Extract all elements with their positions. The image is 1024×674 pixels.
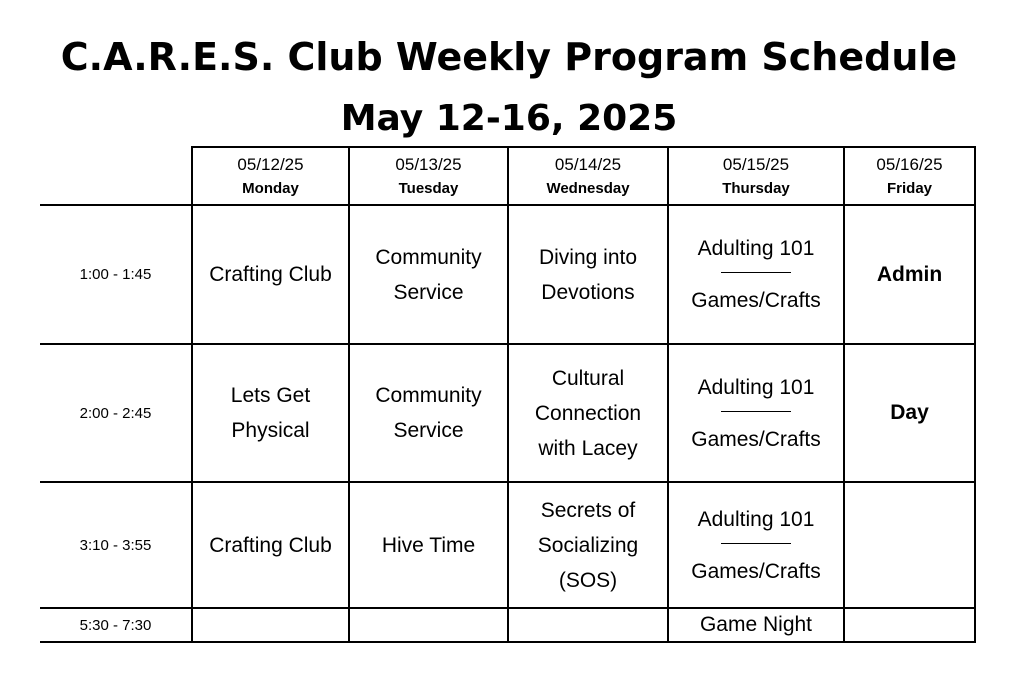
activity-cell — [668, 344, 844, 482]
activity-cell — [668, 608, 844, 642]
activity-cell — [349, 482, 508, 608]
activity-text: Diving into — [538, 245, 638, 269]
activity-text: Socializing — [537, 533, 639, 557]
table-row — [40, 482, 975, 608]
activity-text: Crafting Club — [209, 263, 332, 286]
header-cell-wednesday — [508, 147, 668, 205]
header-date: 05/12/25 — [237, 155, 304, 174]
header-day: Friday — [886, 180, 932, 197]
header-date: 05/15/25 — [722, 155, 790, 174]
time-slot: 1:00 - 1:45 — [40, 205, 192, 344]
activity-text: Crafting Club — [209, 533, 332, 557]
activity-text: Physical — [231, 419, 310, 442]
header-date: 05/13/25 — [395, 155, 462, 174]
divider-line — [721, 272, 791, 273]
header-day: Thursday — [722, 180, 790, 197]
activity-text: Adulting 101 — [697, 507, 815, 531]
activity-cell — [508, 482, 668, 608]
friday-cell — [844, 482, 975, 608]
header-day: Wednesday — [546, 180, 630, 197]
activity-text: (SOS) — [558, 568, 618, 592]
header-row — [40, 147, 975, 205]
time-slot: 5:30 - 7:30 — [40, 608, 192, 642]
activity-text: Service — [393, 280, 464, 304]
activity-cell — [349, 344, 508, 482]
schedule-table — [40, 146, 976, 643]
activity-cell — [508, 608, 668, 642]
header-date: 05/14/25 — [554, 155, 622, 174]
activity-text: Hive Time — [381, 533, 476, 557]
friday-cell: Admin — [844, 205, 975, 344]
activity-text: Adulting 101 — [697, 375, 815, 399]
activity-cell — [508, 344, 668, 482]
activity-text: Adulting 101 — [697, 237, 815, 260]
activity-cell — [844, 608, 975, 642]
table-row — [40, 608, 975, 642]
activity-text: with Lacey — [538, 436, 638, 460]
activity-text: Game Night — [699, 613, 813, 636]
activity-cell — [192, 482, 349, 608]
activity-text: Cultural — [551, 366, 625, 390]
header-cell-monday — [192, 147, 349, 205]
activity-cell — [349, 608, 508, 642]
divider-line — [721, 411, 791, 412]
activity-cell — [508, 205, 668, 344]
header-date: 05/16/25 — [876, 155, 943, 174]
activity-cell — [349, 205, 508, 344]
activity-text: Devotions — [541, 280, 635, 304]
activity-cell — [192, 608, 349, 642]
activity-text: Games/Crafts — [691, 559, 821, 583]
header-cell-tuesday — [349, 147, 508, 205]
activity-text: Community — [375, 384, 482, 407]
time-slot: 3:10 - 3:55 — [40, 482, 192, 608]
activity-text: Community — [375, 245, 482, 269]
header-day: Tuesday — [398, 180, 459, 197]
table-row — [40, 205, 975, 344]
table-row — [40, 344, 975, 482]
friday-cell: Day — [844, 344, 975, 482]
activity-text: Service — [393, 419, 464, 442]
header-cell-thursday — [668, 147, 844, 205]
header-cell-friday — [844, 147, 975, 205]
activity-text: Lets Get — [230, 384, 311, 407]
time-slot: 2:00 - 2:45 — [40, 344, 192, 482]
page-subtitle: May 12-16, 2025 — [340, 98, 678, 139]
divider-line — [721, 543, 791, 544]
activity-text: Connection — [534, 401, 642, 425]
activity-text: Games/Crafts — [691, 427, 821, 451]
corner-cell — [40, 147, 192, 205]
activity-cell — [668, 482, 844, 608]
activity-text: Secrets of — [540, 498, 636, 522]
activity-text: Games/Crafts — [691, 289, 821, 312]
activity-cell — [192, 205, 349, 344]
header-day: Monday — [242, 180, 299, 197]
activity-cell — [192, 344, 349, 482]
activity-cell — [668, 205, 844, 344]
page-title: C.A.R.E.S. Club Weekly Program Schedule — [60, 35, 958, 79]
